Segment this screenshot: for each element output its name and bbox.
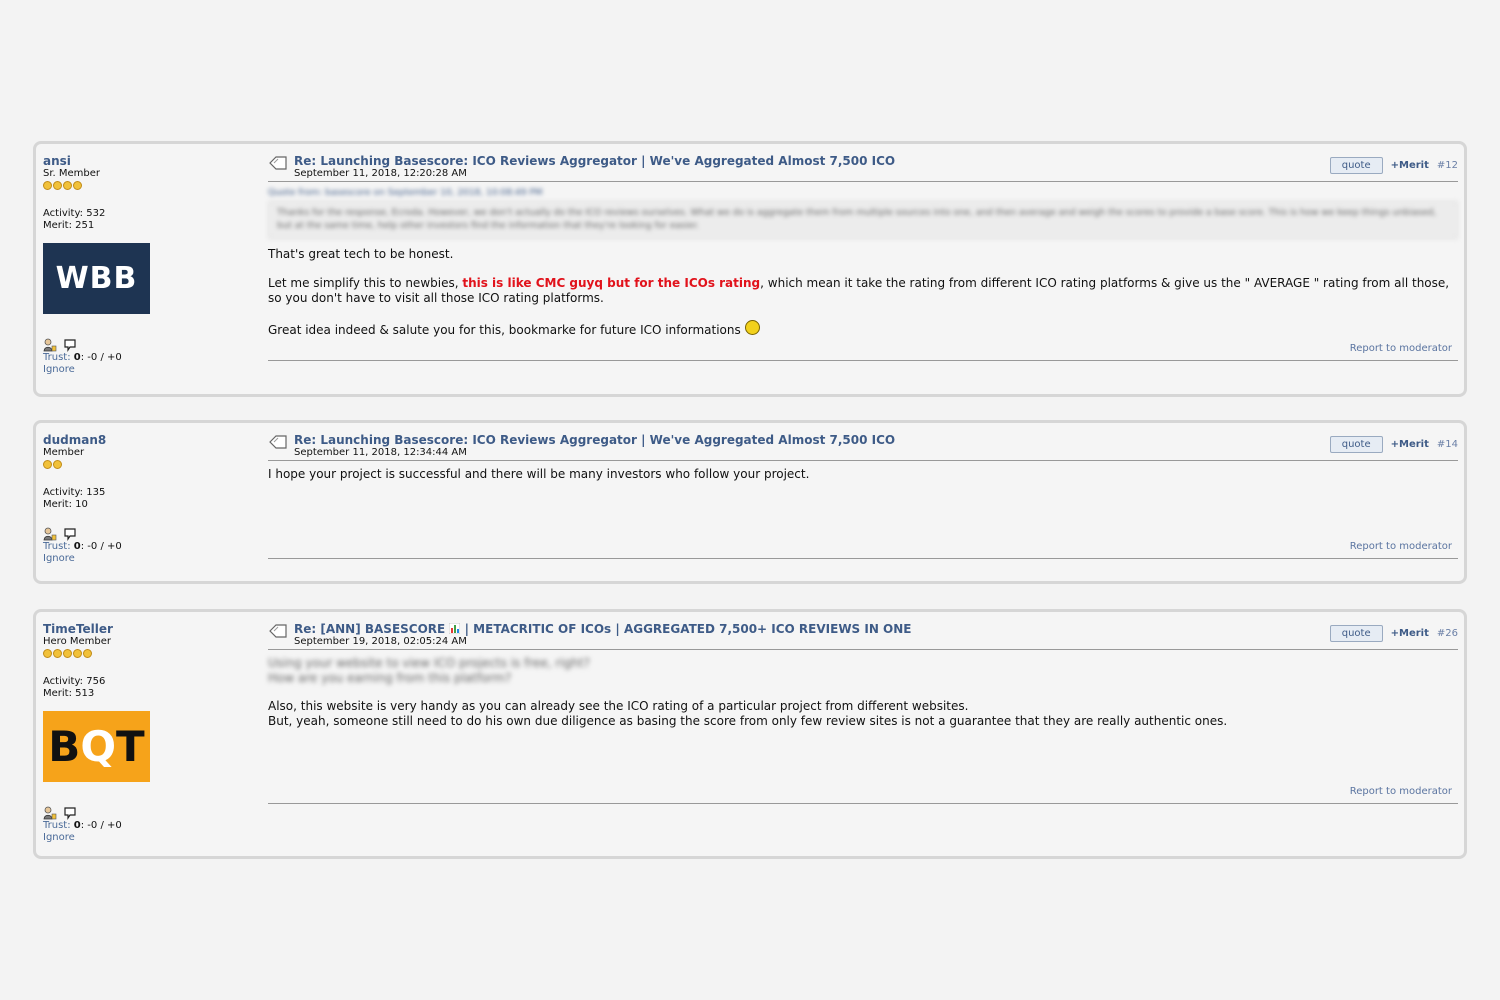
merit-button[interactable]: +Merit (1390, 160, 1429, 171)
blurred-quote-line: How are you earning from this platform? (268, 671, 512, 685)
star-icon (73, 649, 82, 658)
blurred-quote-line: Using your website to view ICO projects is free, right? (268, 656, 590, 670)
rank-stars (43, 649, 253, 659)
message-icon[interactable] (63, 806, 77, 820)
star-icon (53, 649, 62, 658)
username-link[interactable]: ansi (43, 154, 71, 168)
poster-info (43, 622, 253, 844)
post-footer-divider (268, 803, 1458, 804)
post-26 (33, 609, 1467, 859)
star-icon (63, 649, 72, 658)
report-to-moderator-link[interactable]: Report to moderator (1349, 541, 1452, 552)
post-content (268, 622, 1458, 797)
post-footer-divider (268, 360, 1458, 361)
profile-icon[interactable] (43, 338, 57, 352)
star-icon (53, 460, 62, 469)
member-rank: Member (43, 447, 85, 458)
star-icon (83, 649, 92, 658)
star-icon (53, 181, 62, 190)
message-icon[interactable] (63, 338, 77, 352)
quote-block: Thanks for the response, Ecroda. However, we don't actually do the ICO reviews ourselves. What we do is aggregate them from multiple sources into one, and then average and weigh the scores to provide a base score. This is how we keep things unbiased, but at the same time, help other investors find the information that they're looking for easier. (268, 201, 1458, 239)
post-header (268, 433, 1458, 461)
bar-chart-icon (449, 623, 460, 634)
body-paragraph: Also, this website is very handy as you can already see the ICO rating of a particular project from different websites. (268, 699, 969, 713)
activity-stat: Activity: 135 (43, 487, 106, 498)
post-date: September 11, 2018, 12:20:28 AM (294, 168, 467, 179)
merit-stat: Merit: 10 (43, 499, 88, 510)
poster-info (43, 433, 253, 565)
post-number-link[interactable]: #26 (1436, 628, 1458, 639)
profile-icon[interactable] (43, 806, 57, 820)
highlighted-text: this is like CMC guyq but for the ICOs rating (462, 276, 761, 290)
member-rank: Sr. Member (43, 168, 101, 179)
username-link[interactable]: dudman8 (43, 433, 107, 447)
post-content (268, 154, 1458, 354)
merit-button[interactable]: +Merit (1390, 628, 1429, 639)
quote-button[interactable]: quote (1330, 157, 1383, 174)
ignore-link[interactable]: Ignore (43, 553, 75, 564)
ignore-link[interactable]: Ignore (43, 832, 75, 843)
trust-score: Trust: 0: -0 / +0 (43, 352, 122, 363)
star-icon (43, 649, 52, 658)
body-paragraph: That's great tech to be honest. (268, 247, 454, 261)
username-link[interactable]: TimeTeller (43, 622, 113, 636)
rank-stars (43, 181, 253, 191)
profile-icon[interactable] (43, 527, 57, 541)
post-body (268, 656, 1458, 729)
post-subject-link[interactable]: Re: [ANN] BASESCORE | METACRITIC OF ICOs | AGGREGATED 7,500+ ICO REVIEWS IN ONE (294, 622, 912, 636)
post-subject-link[interactable]: Re: Launching Basescore: ICO Reviews Aggregator | We've Aggregated Almost 7,500 ICO (294, 154, 896, 168)
post-icon (268, 624, 288, 638)
star-icon (73, 181, 82, 190)
activity-stat: Activity: 532 (43, 208, 106, 219)
avatar: WBB (43, 243, 150, 314)
post-header (268, 622, 1458, 650)
star-icon (63, 181, 72, 190)
post-number-link[interactable]: #12 (1436, 160, 1458, 171)
quote-button[interactable]: quote (1330, 625, 1383, 642)
report-to-moderator-link[interactable]: Report to moderator (1349, 786, 1452, 797)
ignore-link[interactable]: Ignore (43, 364, 75, 375)
body-paragraph: I hope your project is successful and there will be many investors who follow your project. (268, 467, 810, 481)
star-icon (43, 460, 52, 469)
star-icon (43, 181, 52, 190)
trust-score: Trust: 0: -0 / +0 (43, 541, 122, 552)
quote-button[interactable]: quote (1330, 436, 1383, 453)
post-12 (33, 141, 1467, 397)
avatar: B Q T (43, 711, 150, 782)
post-number-link[interactable]: #14 (1436, 439, 1458, 450)
body-paragraph: But, yeah, someone still need to do his own due diligence as basing the score from only few review sites is not a guarantee that they are really authentic ones. (268, 714, 1228, 728)
post-content (268, 433, 1458, 552)
post-body (268, 467, 1458, 482)
report-to-moderator-link[interactable]: Report to moderator (1349, 343, 1452, 354)
quote-header[interactable]: Quote from: basescore on September 10, 2018, 10:08:49 PM (268, 188, 543, 198)
post-subject-link[interactable]: Re: Launching Basescore: ICO Reviews Aggregator | We've Aggregated Almost 7,500 ICO (294, 433, 896, 447)
member-rank: Hero Member (43, 636, 111, 647)
post-header (268, 154, 1458, 182)
post-date: September 11, 2018, 12:34:44 AM (294, 447, 467, 458)
message-icon[interactable] (63, 527, 77, 541)
trust-score: Trust: 0: -0 / +0 (43, 820, 122, 831)
post-icon (268, 156, 288, 170)
body-paragraph: Let me simplify this to newbies, this is like CMC guyq but for the ICOs rating, which mean it take the rating from different ICO rating platforms & give us the " AVERAGE " rating from all those, so you don't have to visit all those ICO rating platforms. (268, 276, 1450, 305)
merit-stat: Merit: 251 (43, 220, 95, 231)
body-paragraph: Great idea indeed & salute you for this, bookmarke for future ICO informations (268, 320, 1458, 338)
post-body (268, 247, 1458, 338)
merit-stat: Merit: 513 (43, 688, 95, 699)
merit-button[interactable]: +Merit (1390, 439, 1429, 450)
wink-smiley-icon (745, 320, 760, 335)
activity-stat: Activity: 756 (43, 676, 106, 687)
rank-stars (43, 460, 253, 470)
post-14 (33, 420, 1467, 584)
post-icon (268, 435, 288, 449)
post-date: September 19, 2018, 02:05:24 AM (294, 636, 467, 647)
poster-info (43, 154, 253, 376)
post-footer-divider (268, 558, 1458, 559)
